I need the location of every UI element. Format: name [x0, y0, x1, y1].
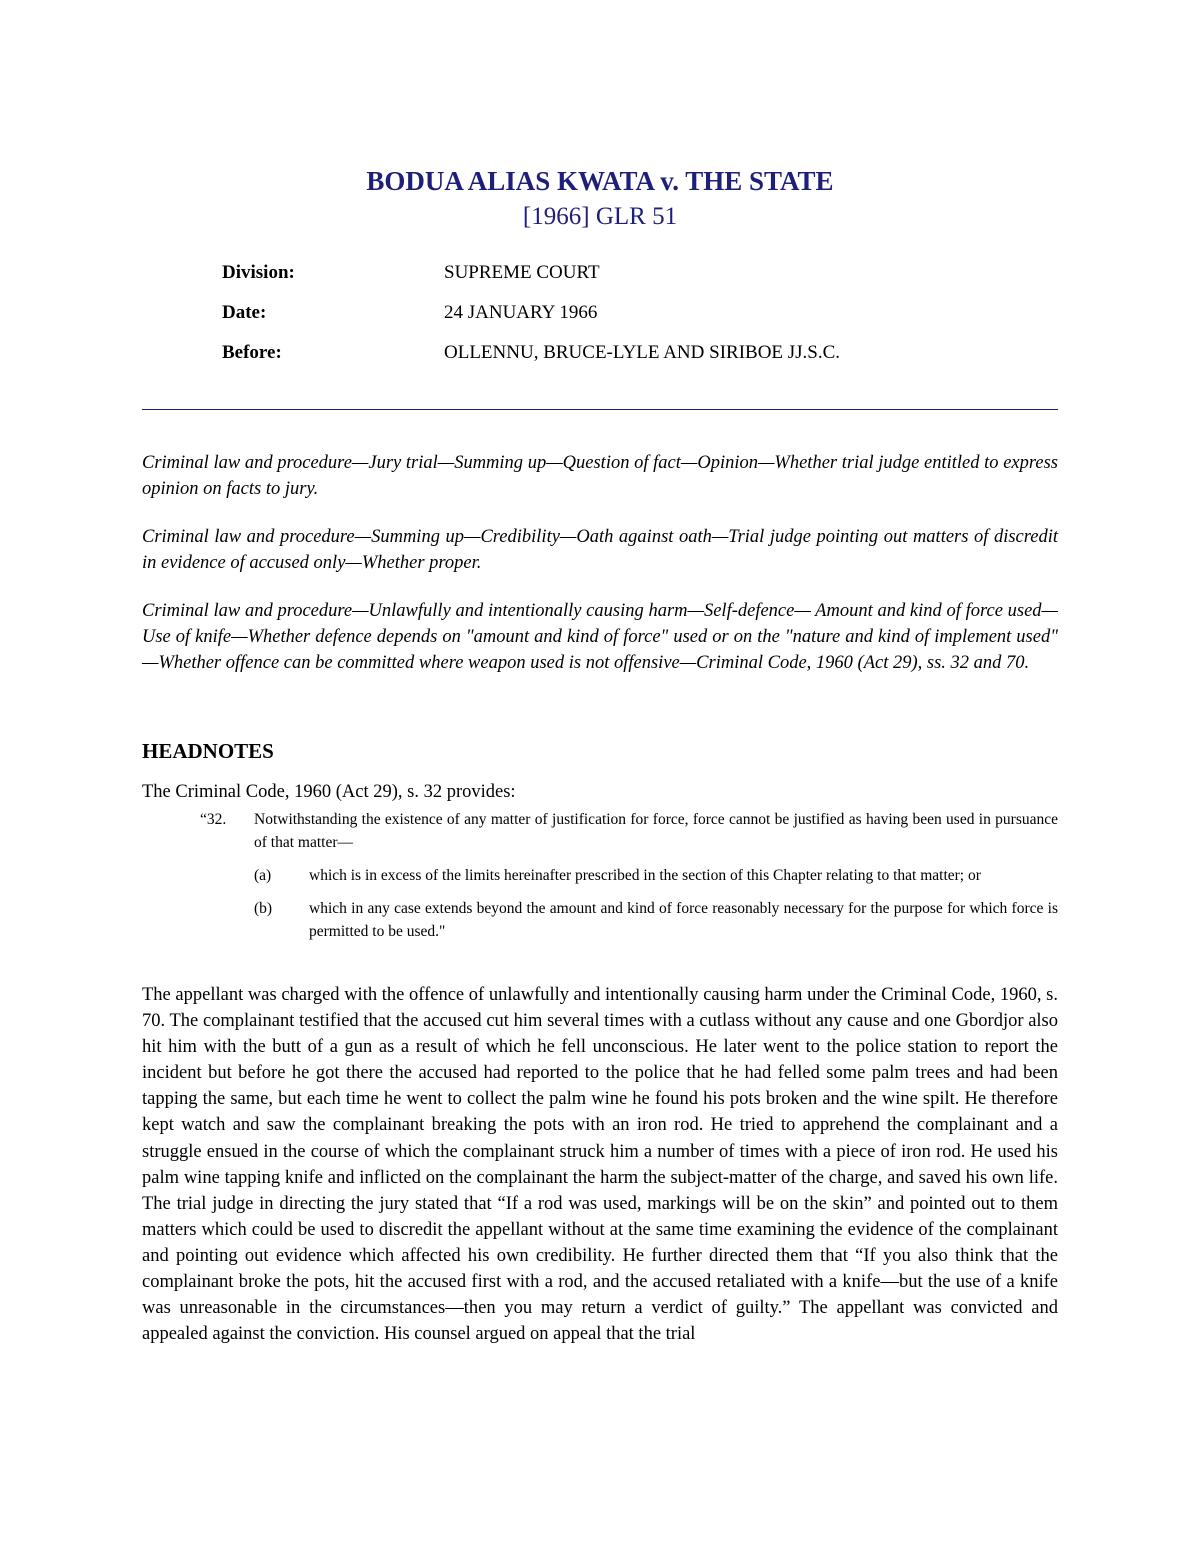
- meta-value: 24 JANUARY 1966: [444, 302, 598, 323]
- subsection-text: which is in excess of the limits hereinafter prescribed in the section of this Chapter relating to that matter; or: [309, 867, 981, 884]
- statute-section: [200, 808, 1058, 854]
- subsection-label: (a): [254, 867, 272, 884]
- catchword-2: Criminal law and procedure—Summing up—Credibility—Oath against oath—Trial judge pointing out matters of discredit in evidence of accused only—Whether proper.: [142, 527, 1058, 573]
- headnote-paragraph: The appellant was charged with the offence of unlawfully and intentionally causing harm under the Criminal Code, 1960, s. 70. The complainant testified that the accused cut him several times with a cutlass without any cause and one Gbordjor also hit him with the butt of a gun as a result of which he fell unconscious. He later went to the police station to report the incident but before he got there the accused had reported to the police that he had felled some palm trees and had been tapping the same, but each time he went to collect the palm wine he found his pots broken and the wine spilt. He therefore kept watch and saw the complainant breaking the pots with an iron rod. He tried to apprehend the complainant and a struggle ensued in the course of which the complainant struck him a number of times with a piece of iron rod. He used his palm wine tapping knife and inflicted on the complainant the harm the subject-matter of the charge, and saved his own life. The trial judge in directing the jury stated that “If a rod was used, markings will be on the skin” and pointed out to them matters which could be used to discredit the appellant without at the same time examining the evidence of the complainant and pointing out evidence which affected his own credibility. He further directed them that “If you also think that the complainant broke the pots, hit the accused first with a rod, and the accused retaliated with a knife—but the use of a knife was unreasonable in the circumstances—then you may return a verdict of guilty.” The appellant was convicted and appealed against the conviction. His counsel argued on appeal that the trial: [142, 985, 1058, 1345]
- meta-label: Division:: [222, 262, 295, 283]
- headnotes-intro: The Criminal Code, 1960 (Act 29), s. 32 provides:: [142, 782, 516, 802]
- header-divider: [142, 409, 1058, 410]
- case-citation: [1966] GLR 51: [522, 203, 678, 230]
- meta-value: SUPREME COURT: [444, 262, 600, 283]
- section-text: Notwithstanding the existence of any matter of justification for force, force cannot be justified as having been used in pursuance of that matter—: [254, 811, 1058, 851]
- statute-quote: [200, 808, 1058, 943]
- subsection-label: (b): [254, 900, 273, 917]
- statute-subsection-b: [200, 897, 1058, 943]
- meta-label: Before:: [222, 342, 282, 363]
- statute-subsection-a: [200, 864, 1058, 887]
- case-title: BODUA ALIAS KWATA v. THE STATE: [366, 166, 834, 196]
- section-number: “32.: [200, 811, 227, 828]
- catchword-1: Criminal law and procedure—Jury trial—Summing up—Question of fact—Opinion—Whether trial judge entitled to express opinion on facts to jury.: [142, 453, 1058, 499]
- headnotes-heading: HEADNOTES: [142, 739, 274, 763]
- meta-value: OLLENNU, BRUCE-LYLE AND SIRIBOE JJ.S.C.: [444, 342, 841, 363]
- catchword-3: Criminal law and procedure—Unlawfully and intentionally causing harm—Self-defence— Amount and kind of force used—Use of knife—Whether defence depends on "amount and kind of force" used or on the "nature and kind of implement used" —Whether offence can be committed where weapon used is not offensive—Criminal Code, 1960 (Act 29), ss. 32 and 70.: [142, 601, 1058, 673]
- meta-label: Date:: [222, 302, 267, 323]
- subsection-text: which in any case extends beyond the amount and kind of force reasonably necessary for the purpose for which force is permitted to be used.": [309, 900, 1058, 940]
